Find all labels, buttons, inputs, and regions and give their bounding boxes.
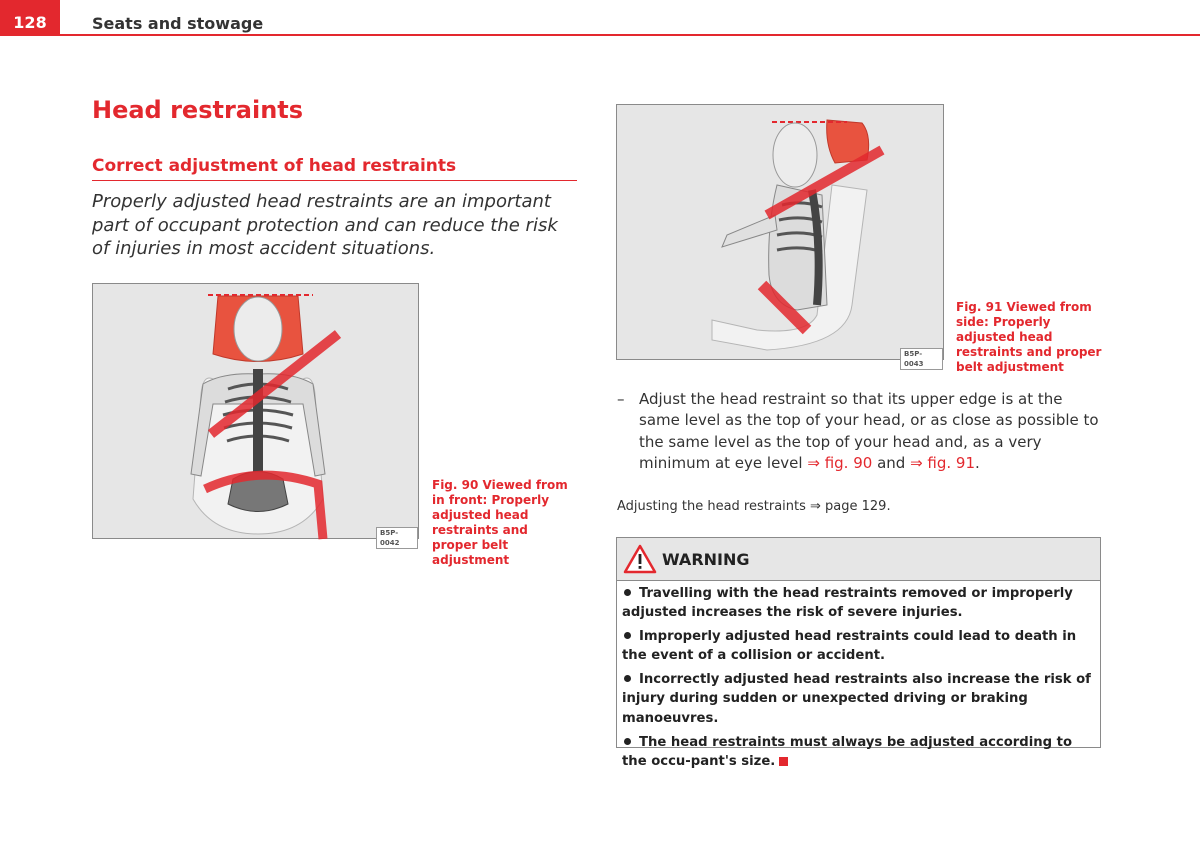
figure-code: B5P-0042	[376, 527, 418, 549]
intro-paragraph: Properly adjusted head restraints are an important part of occupant protection and can reduce the risk of injuries in most accident situations.	[92, 191, 558, 259]
warning-item	[622, 627, 1094, 666]
warning-triangle-icon	[623, 544, 657, 574]
instruction-body: Adjust the head restraint so that its upper edge is at the same level as the top of your head, or as close as possible to the same level as the top of your head and, as a very minimum at eye level	[639, 390, 1099, 472]
bullet-icon	[624, 675, 631, 682]
running-header: Seats and stowage	[92, 14, 264, 33]
header-rule	[60, 34, 1200, 36]
page-reference: Adjusting the head restraints ⇒ page 129.	[617, 499, 891, 514]
warning-item-text: The head restraints must always be adjusted according to the occu-pant's size.	[622, 734, 1073, 769]
subtitle-rule	[92, 180, 577, 181]
end-of-section-icon	[779, 757, 788, 766]
dash-marker: –	[617, 390, 625, 408]
instruction-step	[617, 389, 1107, 474]
warning-title: WARNING	[662, 550, 750, 569]
side-view-illustration	[617, 105, 945, 361]
warning-list	[617, 581, 1100, 771]
section-subtitle: Correct adjustment of head restraints	[92, 156, 457, 176]
figure-code: B5P-0043	[900, 348, 943, 370]
warning-item-text: Improperly adjusted head restraints could lead to death in the event of a collision or accident.	[622, 629, 1077, 664]
figure-90-caption: Fig. 90 Viewed from in front: Properly adjusted head restraints and proper belt adjustment	[432, 478, 568, 567]
page-title: Head restraints	[92, 96, 304, 124]
instruction-end: .	[975, 453, 980, 472]
warning-item-text: Incorrectly adjusted head restraints also increase the risk of injury during sudden or unexpected driving or braking manoeuvres.	[622, 672, 1091, 726]
warning-box	[616, 537, 1101, 769]
bullet-icon	[624, 632, 631, 639]
bullet-icon	[624, 738, 631, 745]
figure-90-front-view	[92, 283, 419, 547]
page-number: 128	[0, 0, 60, 36]
warning-item	[622, 733, 1094, 772]
instruction-text	[639, 389, 1107, 474]
warning-item-text: Travelling with the head restraints removed or improperly adjusted increases the risk of severe injuries.	[622, 586, 1073, 621]
instruction-and: and	[877, 453, 906, 472]
figure-91-caption: Fig. 91 Viewed from side: Properly adjusted head restraints and proper belt adjustment	[956, 300, 1102, 374]
warning-item	[622, 584, 1094, 623]
front-view-illustration	[93, 284, 420, 540]
bullet-icon	[624, 589, 631, 596]
figure-91-side-view	[616, 104, 944, 368]
link-fig-90[interactable]: ⇒ fig. 90	[807, 453, 873, 472]
warning-item	[622, 670, 1094, 728]
link-fig-91[interactable]: ⇒ fig. 91	[910, 453, 976, 472]
warning-header	[617, 538, 1100, 581]
